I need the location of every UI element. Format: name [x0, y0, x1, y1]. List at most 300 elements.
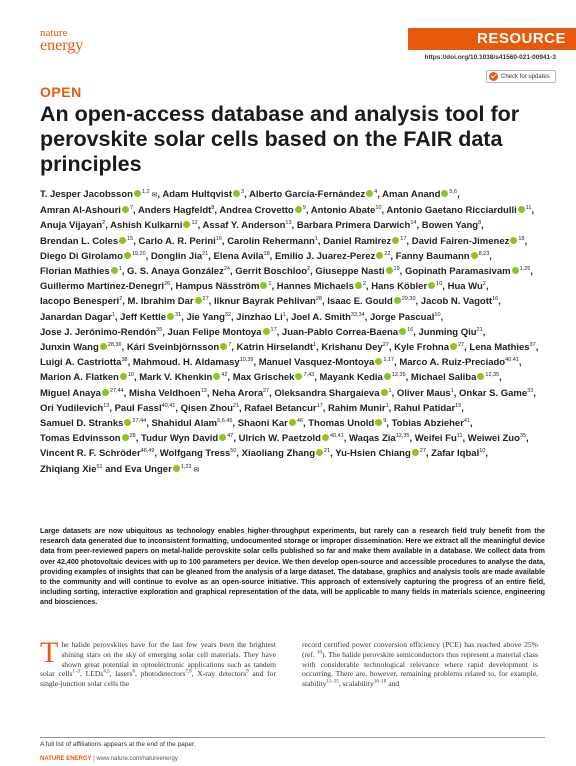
author-name: Mahmoud. H. Aldamasy	[132, 357, 240, 369]
author-name: Marco A. Ruiz-Preciado	[399, 357, 506, 369]
author-name: Kári Sveinbjörnsson	[126, 342, 220, 354]
orcid-icon[interactable]	[111, 267, 118, 274]
orcid-icon[interactable]	[119, 237, 126, 244]
author[interactable]	[244, 403, 322, 414]
affiliation-ref: 1,23	[180, 463, 192, 470]
affiliation-ref: 12	[191, 220, 198, 227]
affiliation-ref: 40,41	[330, 433, 344, 440]
ref[interactable]: 6	[132, 669, 136, 675]
orcid-icon[interactable]	[124, 252, 131, 259]
ref[interactable]: 4,5	[103, 669, 110, 675]
author[interactable]	[187, 312, 232, 323]
author[interactable]	[370, 312, 441, 323]
affiliation-ref: 13	[285, 220, 292, 227]
body-column-left	[40, 636, 276, 689]
author[interactable]	[421, 296, 498, 307]
check-updates-label: Check for updates	[501, 74, 550, 80]
author[interactable]	[371, 281, 442, 292]
affiliation-ref: 21	[232, 402, 240, 409]
author[interactable]	[291, 312, 365, 323]
orcid-icon[interactable]	[263, 328, 270, 335]
author-name: Assaf Y. Anderson	[202, 220, 286, 232]
author[interactable]	[40, 327, 162, 338]
email-icon[interactable]: ✉	[191, 466, 200, 474]
article-title: An open-access database and analysis tool for perovskite solar cells based on the FAIR data principles	[40, 102, 520, 176]
orcid-icon[interactable]	[384, 373, 391, 380]
author-name: Manuel Vasquez-Montoya	[258, 357, 375, 369]
author-name: Andrea Crovetto	[219, 205, 294, 217]
author[interactable]	[110, 220, 197, 231]
author[interactable]	[235, 266, 310, 277]
author[interactable]	[139, 236, 222, 247]
author-name: Thomas Unold	[308, 418, 375, 430]
affiliation-ref: 5,6,45	[217, 417, 233, 424]
author[interactable]	[40, 205, 133, 216]
author-name: Wolfgang Tress	[159, 448, 231, 460]
author-name: Shahidul Alam	[151, 418, 218, 430]
orcid-icon[interactable]	[219, 434, 226, 441]
orcid-icon[interactable]	[183, 221, 190, 228]
affiliation-ref: 26	[164, 281, 171, 288]
author-name: Tomas Edvinsson	[40, 433, 121, 445]
orcid-icon[interactable]	[375, 358, 382, 365]
author[interactable]	[40, 251, 146, 262]
author[interactable]	[40, 236, 133, 247]
author-name: T. Jesper Jacobsson	[40, 189, 133, 200]
author[interactable]	[133, 357, 254, 368]
affiliation-ref: 1	[385, 402, 389, 409]
author[interactable]	[282, 327, 413, 338]
author-name: Weiwei Zuo	[467, 433, 520, 445]
affiliations-note: A full list of affiliations appears at the end of the paper.	[40, 741, 196, 748]
orcid-icon[interactable]	[322, 434, 329, 441]
body-text: , LEDs	[79, 669, 104, 679]
orcid-icon[interactable]	[173, 465, 180, 472]
author[interactable]	[328, 403, 389, 414]
orcid-icon[interactable]	[386, 267, 393, 274]
orcid-icon[interactable]	[450, 343, 457, 350]
author[interactable]	[238, 418, 303, 429]
footer-journal: NATURE ENERGY	[40, 756, 92, 762]
author-name: Barbara Primera Darwich	[296, 220, 411, 232]
author[interactable]	[40, 403, 109, 414]
author[interactable]	[40, 220, 105, 231]
affiliation-ref: 33	[527, 387, 534, 394]
ref[interactable]: 9	[246, 669, 249, 675]
author[interactable]	[151, 418, 232, 429]
affiliation-ref: 12,35	[395, 433, 410, 440]
logo-line2: energy	[40, 37, 84, 54]
author-name: Emilio J. Juarez-Perez	[274, 250, 376, 262]
affiliation-ref: 8,23	[478, 250, 490, 257]
author-name: Elena Avila	[213, 250, 264, 262]
orcid-icon[interactable]	[134, 190, 141, 197]
author-name: Samuel D. Stranks	[40, 418, 124, 430]
author-name: Tobias Abzieher	[391, 418, 464, 430]
author-name: Oliver Maus	[396, 387, 451, 399]
author[interactable]	[422, 220, 481, 231]
author-name: Ashish Kulkarni	[110, 220, 183, 232]
orcid-icon[interactable]	[412, 449, 419, 456]
author-name: Carlo A. R. Perini	[138, 235, 216, 247]
author-name: Paul Fassl	[114, 402, 162, 414]
author[interactable]	[239, 433, 344, 444]
affiliation-ref: 13	[200, 387, 207, 394]
author[interactable]	[236, 312, 286, 323]
author[interactable]	[323, 236, 406, 247]
affiliation-ref: 1	[314, 235, 318, 242]
author[interactable]	[212, 388, 269, 399]
affiliation-ref: 2	[482, 281, 486, 288]
author[interactable]	[40, 433, 136, 444]
author[interactable]	[396, 251, 490, 262]
author-name: Anuja Vijayan	[40, 220, 103, 232]
affiliation-ref: 19	[393, 265, 400, 272]
affiliation-ref: 42	[221, 372, 228, 379]
orcid-icon[interactable]	[471, 252, 478, 259]
author[interactable]	[335, 448, 426, 459]
affiliation-ref: 3	[241, 188, 245, 195]
author-name: Jie Yang	[186, 311, 225, 323]
affiliation-ref: 9	[383, 417, 387, 424]
author[interactable]	[141, 433, 233, 444]
author[interactable]	[127, 342, 231, 353]
author[interactable]	[394, 342, 464, 353]
orcid-icon[interactable]	[428, 282, 435, 289]
affiliation-ref: 51	[96, 463, 103, 470]
author-name: Lena Mathies	[469, 342, 530, 354]
orcid-icon[interactable]	[289, 419, 296, 426]
orcid-icon[interactable]	[167, 313, 174, 320]
abstract: Large datasets are now ubiquitous as technology enables higher-throughput experiments, but rarely can a research field truly benefit from the research data generated due to inconsistent formatting, undocumented storage or improper dissemination. Here we extract all the meaningful device data from peer-reviewed papers on metal-halide perovskite solar cells published so far and make them available in a database. We collect data from over 42,400 photovoltaic devices with up to 100 parameters per device. We then develop open-source and accessible procedures to analyse the data, providing examples of insights that can be gleaned from the analysis of a large dataset. The database, graphics and analysis tools are made available to the community and will continue to evolve as an open-source initiative. This approach of extensively capturing the progress of an entire field, including sorting, interactive exploration and graphical representation of the data, will be applicable to many fields in materials science, engineering and biosciences.	[40, 527, 545, 607]
page-footer: NATURE ENERGY | www.nature.com/natureenergy	[40, 756, 178, 762]
author[interactable]	[40, 357, 128, 368]
ref[interactable]: 16–18	[373, 679, 387, 685]
ref[interactable]: 7,8	[185, 669, 192, 675]
orcid-icon[interactable]	[441, 190, 448, 197]
author[interactable]	[139, 372, 227, 383]
author-name: Donglin Jia	[150, 250, 203, 262]
author[interactable]	[127, 266, 230, 277]
affiliation-ref: 27,44	[109, 387, 124, 394]
affiliation-ref: 50	[230, 448, 237, 455]
orcid-icon[interactable]	[213, 373, 220, 380]
author[interactable]	[219, 205, 306, 216]
author-name: Jose J. Jerónimo-Rendón	[40, 326, 157, 338]
author[interactable]	[40, 266, 122, 277]
author-name: Janardan Dagar	[40, 311, 112, 323]
affiliation-ref: 17	[316, 402, 323, 409]
author-name: Zafar Iqbal	[431, 448, 480, 460]
affiliation-ref: 1	[111, 311, 115, 318]
affiliation-ref: 1,17	[383, 357, 395, 364]
author-name: Krishanu Dey	[321, 342, 383, 354]
author[interactable]	[274, 388, 391, 399]
author[interactable]	[214, 296, 322, 307]
author[interactable]	[411, 372, 499, 383]
orcid-icon[interactable]	[375, 419, 382, 426]
author-name: Mayank Kedia	[319, 372, 383, 384]
affiliation-ref: 41	[463, 417, 471, 424]
orcid-icon[interactable]	[120, 373, 127, 380]
affiliation-ref: 18	[263, 250, 270, 257]
affiliation-ref: 8	[211, 205, 215, 212]
affiliation-ref: 46	[296, 417, 303, 424]
author-name: Max Grischek	[232, 372, 295, 384]
affiliation-ref: 48,49	[140, 448, 155, 455]
author-name: Marion A. Flatken	[40, 372, 119, 384]
orcid-icon[interactable]	[195, 297, 202, 304]
author[interactable]	[308, 418, 386, 429]
author[interactable]	[311, 205, 382, 216]
ref[interactable]: 11–15	[326, 679, 339, 685]
affiliation-ref: 35	[519, 433, 527, 440]
affiliation-ref: 8	[478, 220, 482, 227]
author-name: Qisen Zhou	[180, 402, 233, 414]
body-text: ). The halide perovskite semiconductors thus represent a material class with considerable technological relevance where rapid development is occurring. There are, however, remaining problems related to, for example, stability	[302, 649, 538, 689]
orcid-icon[interactable]	[355, 282, 362, 289]
affiliation-ref: 2	[119, 296, 123, 303]
drop-cap: T	[40, 636, 59, 669]
orcid-icon[interactable]	[376, 252, 383, 259]
author[interactable]	[386, 205, 531, 216]
author[interactable]	[319, 372, 405, 383]
author[interactable]	[160, 448, 237, 459]
orcid-icon[interactable]	[512, 267, 519, 274]
author-name: Miguel Anaya	[40, 387, 101, 399]
author[interactable]	[40, 464, 103, 475]
affiliation-ref: 12,35	[391, 372, 406, 379]
author[interactable]	[40, 418, 146, 429]
check-updates-button[interactable]	[486, 70, 556, 83]
author-name: Michael Saliba	[410, 372, 477, 384]
orcid-icon[interactable]	[122, 206, 129, 213]
author[interactable]	[468, 433, 526, 444]
author[interactable]	[418, 327, 482, 338]
author[interactable]	[259, 357, 394, 368]
author-name: M. Ibrahim Dar	[127, 296, 194, 308]
author[interactable]	[382, 189, 457, 200]
body-text: record certified power conversion efficiency (PCE) has reached above 25% (ref.	[302, 640, 538, 659]
affiliation-ref: 16	[492, 296, 499, 303]
affiliation-ref: 14	[410, 220, 417, 227]
email-icon[interactable]: ✉	[149, 192, 158, 199]
author[interactable]	[397, 388, 454, 399]
affiliation-ref: 16	[407, 326, 414, 333]
author-name: Anders Hagfeldt	[137, 205, 212, 217]
author-name: Gopinath Paramasivam	[404, 266, 511, 278]
author[interactable]	[459, 388, 533, 399]
author-name: Daniel Ramirez	[323, 235, 392, 247]
author[interactable]	[327, 296, 415, 307]
author[interactable]	[40, 189, 157, 200]
affiliation-ref: 27	[458, 341, 465, 348]
affiliation-ref: 31	[175, 311, 182, 318]
logo-line1: nature	[40, 27, 68, 39]
author[interactable]	[214, 251, 270, 262]
author-name: Misha Veldhoen	[128, 387, 201, 399]
affiliation-ref: 28	[129, 433, 136, 440]
body-text: he halide perovskites have for the last few years been the brightest shining stars on the sky of emerging solar cell materials. They have shown great potential in optoelectronic applications such as tandem solar cells	[40, 640, 276, 679]
author[interactable]	[405, 266, 530, 277]
orcid-icon[interactable]	[295, 373, 302, 380]
author[interactable]	[392, 418, 470, 429]
affiliation-ref: 19,20	[131, 250, 146, 257]
author[interactable]	[40, 312, 115, 323]
orcid-icon[interactable]	[122, 434, 129, 441]
author[interactable]	[128, 296, 209, 307]
author-name: Adam Hultqvist	[162, 189, 233, 200]
author[interactable]	[321, 342, 388, 353]
author-name: Yu-Hsien Chiang	[335, 448, 411, 460]
author-name: Juan-Pablo Correa-Baena	[281, 326, 399, 338]
orcid-icon[interactable]	[100, 343, 107, 350]
author-name: Mark V. Khenkin	[139, 372, 213, 384]
orcid-icon[interactable]	[220, 343, 227, 350]
orcid-icon[interactable]	[399, 328, 406, 335]
orcid-icon[interactable]	[518, 206, 525, 213]
author-name: Ulrich W. Paetzold	[238, 433, 321, 445]
affiliation-ref: 24	[223, 265, 230, 272]
orcid-icon[interactable]	[316, 449, 323, 456]
author-name: Juan Felipe Montoya	[167, 326, 262, 338]
author-name: Rahim Munir	[328, 402, 386, 414]
author-name: Iacopo Benesperi	[40, 296, 120, 308]
author-name: Oleksandra Shargaieva	[274, 387, 380, 399]
author[interactable]	[448, 281, 486, 292]
affiliation-ref: 11	[456, 433, 463, 440]
section-banner: RESOURCE	[408, 28, 576, 50]
author[interactable]	[40, 372, 134, 383]
orcid-icon[interactable]	[392, 237, 399, 244]
author-name: Florian Mathies	[40, 266, 110, 278]
orcid-icon[interactable]	[233, 190, 240, 197]
affiliation-ref: 7	[129, 205, 133, 212]
author-list: T. Jesper Jacobsson $^{1,2}$ ✉, Adam Hultqvist $^3$, Alberto García-Fernández $^4$, Aman Anand $^{5,6}$, Amran Al-Ashouri $^7$, Anders Hagfeldt$^8$, Andrea Crovetto $^9$, Antonio Abate$^{10}$, Antonio Gaetano Ricciardulli $^{11}$, Anuja Vijayan$^2$, Ashish Kulkarni $^{12}$, Assaf Y. Anderson$^{13}$, Barbara Primera Darwich$^{14}$, Bowen Yang$^8$, Brendan L. Coles $^{15}$, Carlo A. R. Perini$^{16}$, Carolin Rehermann$^1$, Daniel Ramirez $^{17}$, David Fairen-Jimenez $^{18}$, Diego Di Girolamo $^{19,20}$, Donglin Jia$^{21}$, Elena Avila$^{18}$, Emilio J. Juarez-Perez $^{22}$, Fanny Baumann $^{8,23}$, Florian Mathies $^1$, G. S. Anaya González$^{24}$, Gerrit Boschloo$^2$, Giuseppe Nasti $^{19}$, Gopinath Paramasivam $^{1,25}$, Guillermo Martínez-Denegri$^{26}$, Hampus Näsström $^1$, Hannes Michaels $^2$, Hans Köbler $^{10}$, Hua Wu$^2$, Iacopo Benesperi$^2$, M. Ibrahim Dar $^{27}$, Ilknur Bayrak Pehlivan$^{28}$, Isaac E. Gould $^{29,30}$, Jacob N. Vagott$^{16}$, Janardan Dagar$^1$, Jeff Kettle $^{31}$, Jie Yang$^{32}$, Jinzhao Li$^1$, Joel A. Smith$^{33,34}$, Jorge Pascual$^{10}$, Jose J. Jerónimo-Rendón$^{35}$, Juan Felipe Montoya $^{17}$, Juan-Pablo Correa-Baena $^{16}$, Junming Qiu$^{21}$, Junxin Wang $^{28,36}$, Kári Sveinbjörnsson $^7$, Katrin Hirselandt$^1$, Krishanu Dey$^{27}$, Kyle Frohna $^{27}$, Lena Mathies$^{37}$, Luigi A. Castriotta$^{38}$, Mahmoud. H. Aldamasy$^{10,39}$, Manuel Vasquez-Montoya $^{1,17}$, Marco A. Ruiz-Preciado$^{40,41}$, Marion A. Flatken $^{10}$, Mark V. Khenkin $^{42}$, Max Grischek $^{7,43}$, Mayank Kedia $^{12,35}$, Michael Saliba $^{12,35}$, Miguel Anaya $^{27,44}$, Misha Veldhoen$^{13}$, Neha Arora$^{27}$, Oleksandra Shargaieva $^1$, Oliver Maus$^1$, Onkar S. Game$^{33}$, Ori Yudilevich$^{13}$, Paul Fassl$^{40,41}$, Qisen Zhou$^{21}$, Rafael Betancur$^{17}$, Rahim Munir$^1$, Rahul Patidar$^{15}$, Samuel D. Stranks $^{27,44}$, Shahidul Alam$^{5,6,45}$, Shaoni Kar $^{46}$, Thomas Unold $^9$, Tobias Abzieher$^{41}$, Tomas Edvinsson $^{28}$, Tudur Wyn David $^{47}$, Ulrich W. Paetzold $^{40,41}$, Waqas Zia$^{12,35}$, Weifei Fu$^{11}$, Weiwei Zuo$^{35}$, Vincent R. F. Schröder$^{48,49}$, Wolfgang Tress$^{50}$, Xiaoliang Zhang $^{21}$, Yu-Hsien Chiang $^{27}$, Zafar Iqbal$^{10}$, Zhiqiang Xie$^{51}$ and Eva Unger $^{1,23}$ ✉	[40, 188, 539, 475]
footer-divider	[40, 737, 545, 738]
affiliation-ref: 35	[156, 326, 163, 333]
affiliation-ref: 27	[263, 387, 270, 394]
author[interactable]	[40, 388, 124, 399]
ref[interactable]: 10	[316, 650, 322, 656]
orcid-icon[interactable]	[124, 419, 131, 426]
author-name: Junming Qiu	[418, 326, 477, 338]
orcid-icon[interactable]	[394, 297, 401, 304]
author-name: Hannes Michaels	[276, 281, 354, 293]
author[interactable]	[469, 342, 535, 353]
orcid-icon[interactable]	[381, 389, 388, 396]
author-name: Junxin Wang	[40, 342, 99, 354]
author[interactable]	[138, 205, 214, 216]
affiliation-ref: 1	[118, 265, 122, 272]
author[interactable]	[227, 236, 318, 247]
orcid-icon[interactable]	[477, 373, 484, 380]
body-text: , photodetectors	[135, 669, 186, 679]
author[interactable]	[315, 266, 399, 277]
author-name: Giuseppe Nasti	[315, 266, 385, 278]
doi-link[interactable]: https://doi.org/10.1038/s41560-021-00941-3	[424, 54, 556, 61]
author[interactable]	[275, 251, 390, 262]
author[interactable]	[297, 220, 417, 231]
author[interactable]	[151, 251, 208, 262]
affiliation-ref: 17	[270, 326, 277, 333]
author[interactable]	[431, 448, 485, 459]
author[interactable]	[277, 281, 366, 292]
author[interactable]	[349, 433, 409, 444]
author[interactable]	[129, 388, 207, 399]
author[interactable]	[415, 433, 463, 444]
author-name: Alberto García-Fernández	[249, 189, 366, 200]
affiliation-ref: 16	[215, 235, 222, 242]
affiliation-ref: 13	[103, 402, 110, 409]
author[interactable]	[242, 448, 331, 459]
affiliation-ref: 33,34	[350, 311, 365, 318]
affiliation-ref: 4	[374, 188, 378, 195]
ref[interactable]: 1–3	[72, 669, 80, 675]
author-name: Waqas Zia	[349, 433, 396, 445]
author[interactable]	[249, 189, 377, 200]
author-name: Luigi A. Castriotta	[40, 357, 122, 369]
author[interactable]	[203, 220, 292, 231]
author-name: Jeff Kettle	[120, 311, 167, 323]
footer-url[interactable]: www.nature.com/natureenergy	[96, 756, 178, 762]
orcid-icon[interactable]	[366, 190, 373, 197]
affiliation-ref: 2	[102, 220, 106, 227]
author[interactable]	[233, 372, 315, 383]
author[interactable]	[40, 281, 170, 292]
affiliation-ref: 12,35	[485, 372, 500, 379]
author-name: Guillermo Martínez-Denegri	[40, 281, 165, 293]
affiliation-ref: 10	[375, 205, 382, 212]
author[interactable]	[168, 327, 277, 338]
affiliation-ref: 27,44	[132, 417, 147, 424]
orcid-icon[interactable]	[510, 237, 517, 244]
affiliation-ref: 10	[479, 448, 486, 455]
body-text: , X-ray detectors	[191, 669, 247, 679]
author[interactable]	[125, 464, 200, 475]
author-name: Eva Unger	[124, 463, 172, 475]
author[interactable]	[394, 403, 461, 414]
orcid-icon[interactable]	[102, 389, 109, 396]
affiliation-ref: 32	[224, 311, 232, 318]
author-name: Amran Al-Ashouri	[40, 205, 121, 217]
affiliation-ref: 2	[307, 265, 311, 272]
author[interactable]	[237, 342, 317, 353]
author[interactable]	[120, 312, 181, 323]
author[interactable]	[40, 296, 122, 307]
author[interactable]	[40, 448, 154, 459]
affiliation-ref: 1,25	[519, 265, 531, 272]
author-name: Aman Anand	[382, 189, 441, 200]
affiliation-ref: 2	[362, 281, 366, 288]
body-text: and for single-junction solar cells the	[40, 669, 276, 689]
author-name: Tudur Wyn David	[141, 433, 219, 445]
author[interactable]	[181, 403, 239, 414]
author[interactable]	[40, 342, 122, 353]
author[interactable]	[412, 236, 525, 247]
author[interactable]	[162, 189, 244, 200]
affiliation-ref: 7,43	[303, 372, 315, 379]
affiliation-ref: 15	[127, 235, 134, 242]
orcid-icon[interactable]	[295, 206, 302, 213]
author[interactable]	[175, 281, 271, 292]
author[interactable]	[399, 357, 519, 368]
affiliation-ref: 38	[121, 357, 128, 364]
author[interactable]	[115, 403, 176, 414]
author-name: Xiaoliang Zhang	[241, 448, 316, 460]
affiliation-ref: 22	[384, 250, 391, 257]
orcid-icon[interactable]	[260, 282, 267, 289]
